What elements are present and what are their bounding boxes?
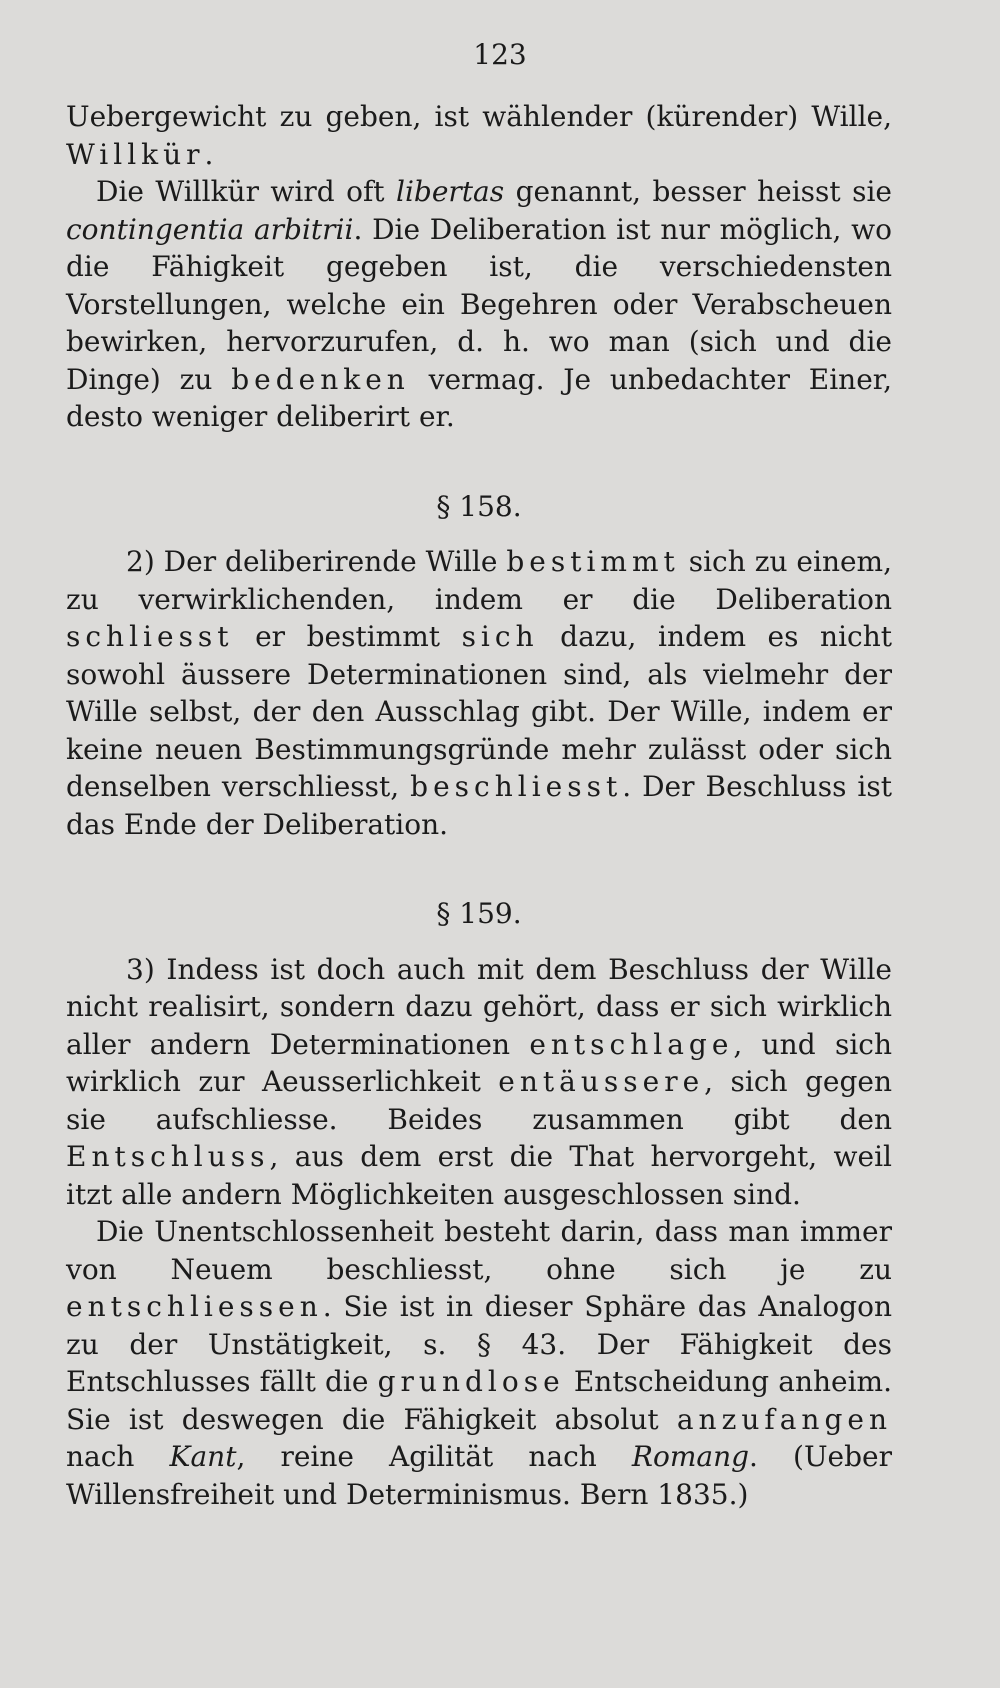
paragraph-5 bbox=[66, 1213, 892, 1513]
italic-name: Kant bbox=[169, 1440, 237, 1473]
text: . Sie ist in dieser Sphäre das Analogon zu der Unstätigkeit, s. § 43. Der Fähigkeit des Entschlusses fällt die bbox=[66, 1290, 892, 1398]
text: Die Unentschlossenheit besteht darin, dass man immer von Neuem beschliesst, ohne sich je zu bbox=[66, 1215, 892, 1286]
text: . (Ueber Willensfreiheit und Determinismus. Bern 1835.) bbox=[66, 1440, 892, 1511]
text: sich zu einem, zu verwirklichenden, indem er die Deliberation bbox=[66, 545, 893, 616]
spaced-text: anzufangen bbox=[676, 1402, 892, 1436]
paragraph-4 bbox=[66, 951, 892, 1214]
spaced-text: entäussere bbox=[498, 1065, 705, 1098]
text: Die Willkür wird oft bbox=[96, 175, 397, 208]
page-body bbox=[66, 98, 892, 1513]
spaced-text: schliesst bbox=[66, 620, 234, 653]
spaced-text: entschliessen bbox=[66, 1290, 323, 1323]
text: er bestimmt bbox=[233, 620, 462, 653]
text: genannt, besser heisst sie bbox=[504, 175, 892, 208]
page-number: 123 bbox=[473, 38, 527, 71]
text: dazu, indem es nicht sowohl äussere Determinationen sind, als vielmehr der Wille selbst, der den Ausschlag gibt. Der Wille, indem er keine neuen Bestimmungsgründe mehr zulässt oder sich denselben verschliesst, bbox=[66, 620, 892, 803]
spaced-text: Entschluss bbox=[66, 1140, 270, 1173]
paragraph-2 bbox=[66, 173, 892, 436]
text: 3) Indess ist doch auch mit dem Beschluss der Wille nicht realisirt, sondern dazu gehört, dass er sich wirklich aller andern Determinationen bbox=[66, 952, 892, 1061]
paragraph-3 bbox=[66, 543, 892, 843]
text: 2) Der deliberirende Wille bbox=[126, 545, 507, 578]
spaced-text: Willkür bbox=[66, 137, 205, 171]
text: , reine Agilität nach bbox=[236, 1440, 632, 1473]
text: . Der Beschluss ist das Ende der Deliberation. bbox=[66, 770, 893, 841]
text: . Die Deliberation ist nur möglich, wo die Fähigkeit gegeben ist, die verschiedensten Vorstellungen, welche ein Begehren oder Verabscheuen bewirken, hervorzurufen, d. h. wo man (sich und die Dinge) zu bbox=[66, 212, 892, 396]
text: nach bbox=[66, 1440, 170, 1473]
paragraph-1 bbox=[66, 98, 892, 173]
spaced-text: bedenken bbox=[231, 362, 410, 396]
spaced-text: sich bbox=[461, 620, 539, 653]
spaced-text: bestimmt bbox=[506, 545, 680, 578]
section-heading-158: § 158. bbox=[436, 489, 522, 523]
text: Entscheidung anheim. Sie ist deswegen die Fähigkeit absolut bbox=[66, 1365, 892, 1436]
italic-name: Romang bbox=[631, 1440, 750, 1473]
text: , aus dem erst die That hervorgeht, weil itzt alle andern Möglichkeiten ausgeschlossen sind. bbox=[66, 1140, 892, 1211]
text: Uebergewicht zu geben, ist wählender (kürender) Wille, bbox=[66, 100, 892, 133]
text: vermag. Je unbedachter Einer, desto weniger deliberirt er. bbox=[66, 362, 892, 433]
text: , und sich wirklich zur Aeusserlichkeit bbox=[66, 1027, 892, 1098]
spaced-text: grundlose bbox=[377, 1365, 565, 1398]
text: , sich gegen sie aufschliesse. Beides zusammen gibt den bbox=[66, 1065, 893, 1136]
section-heading-159: § 159. bbox=[436, 897, 522, 930]
spaced-text: entschlage bbox=[529, 1027, 734, 1061]
text: . bbox=[204, 137, 214, 171]
spaced-text: beschliesst bbox=[410, 770, 623, 803]
italic-term: contingentia arbitrii bbox=[66, 212, 354, 246]
italic-term: libertas bbox=[396, 175, 505, 208]
